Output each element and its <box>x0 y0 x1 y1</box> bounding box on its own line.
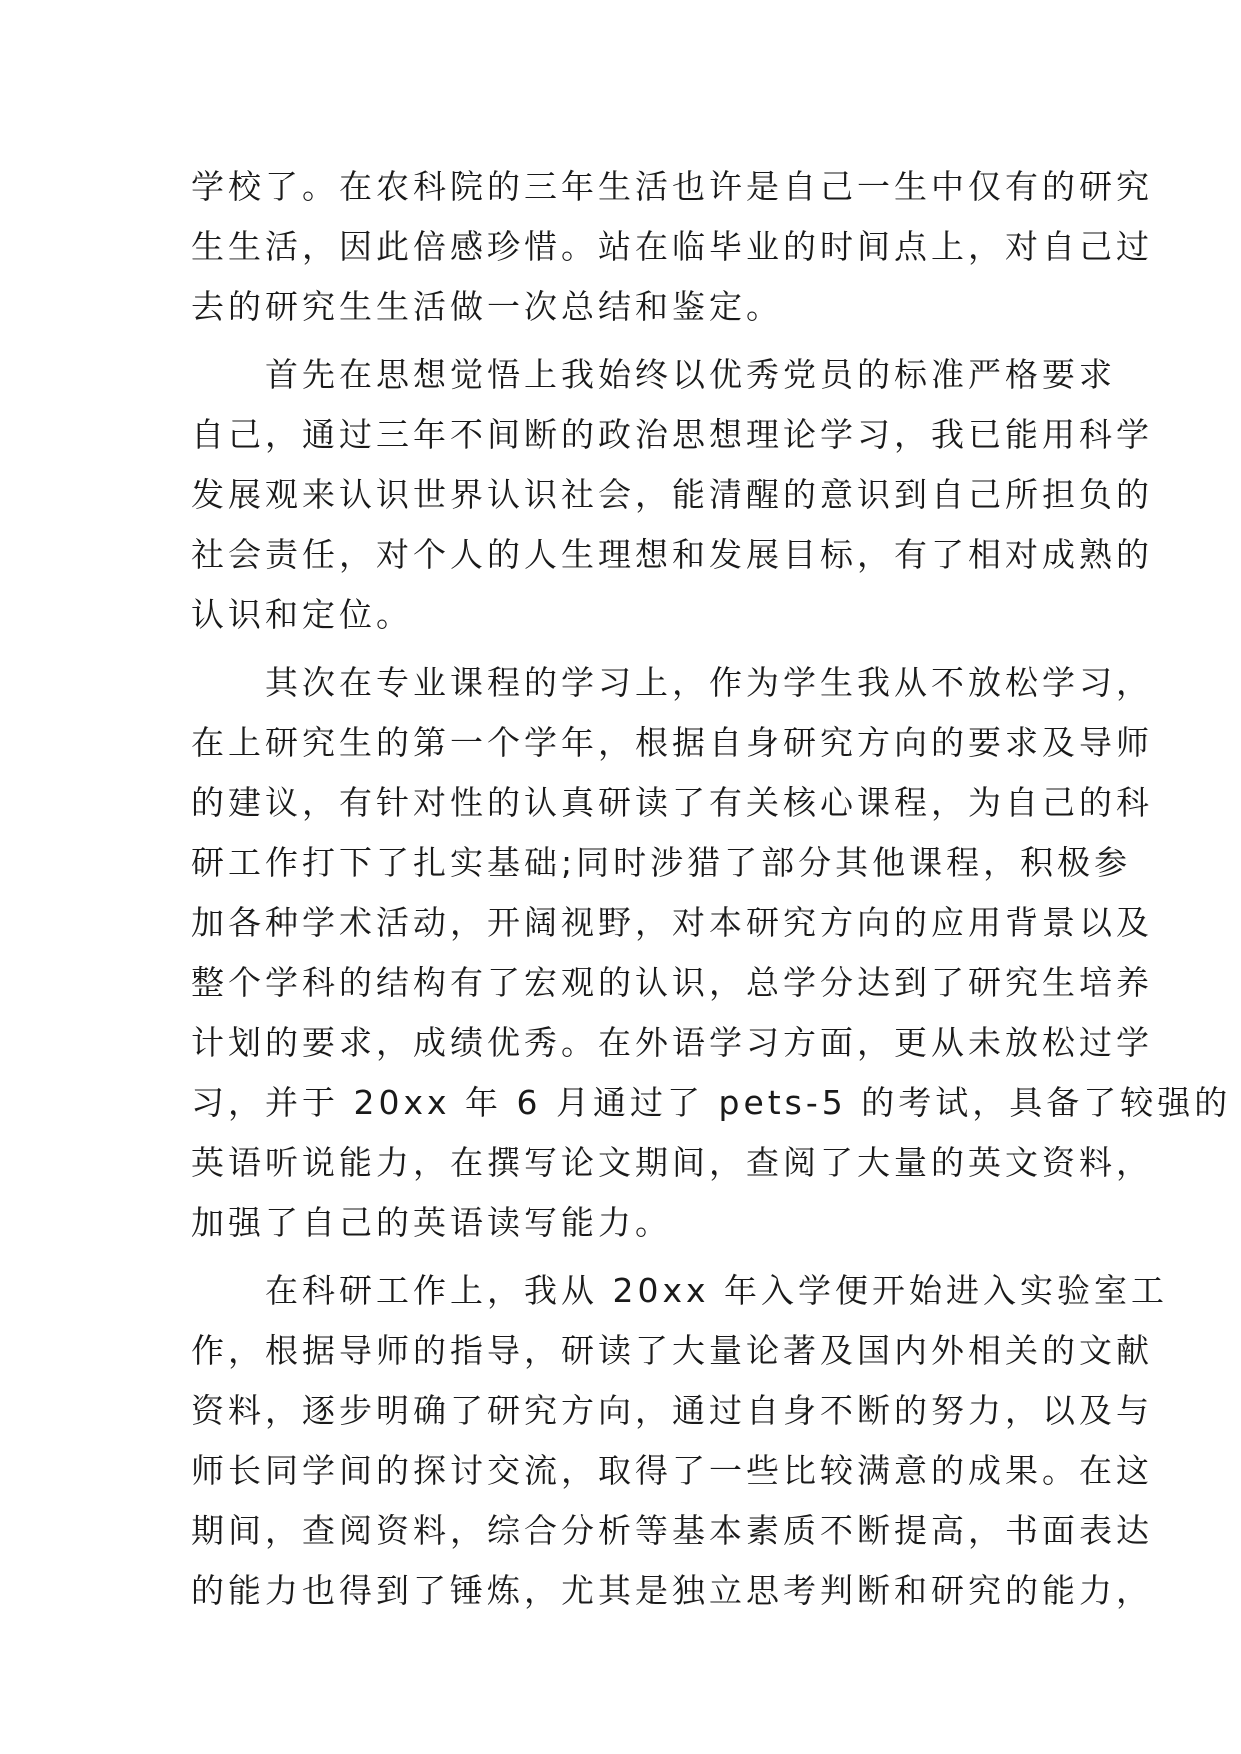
text-line: 去的研究生生活做一次总结和鉴定。 <box>191 287 783 326</box>
text-line: 的能力也得到了锤炼，尤其是独立思考判断和研究的能力， <box>191 1571 1153 1610</box>
paragraph <box>191 157 1153 337</box>
text-line: 社会责任，对个人的人生理想和发展目标，有了相对成熟的 <box>191 535 1153 574</box>
text-line: 发展观来认识世界认识社会，能清醒的意识到自己所担负的 <box>191 475 1153 514</box>
text-line: 师长同学间的探讨交流，取得了一些比较满意的成果。在这 <box>191 1451 1153 1490</box>
text-line: 其次在专业课程的学习上，作为学生我从不放松学习， <box>191 663 1153 702</box>
text-line: 学校了。在农科院的三年生活也许是自己一生中仅有的研究 <box>191 167 1153 206</box>
text-line: 自己，通过三年不间断的政治思想理论学习，我已能用科学 <box>191 415 1153 454</box>
paragraph <box>191 345 1153 645</box>
text-line: 在科研工作上，我从 20xx 年入学便开始进入实验室工 <box>191 1271 1169 1310</box>
text-line: 加各种学术活动，开阔视野，对本研究方向的应用背景以及 <box>191 903 1153 942</box>
text-line: 研工作打下了扎实基础;同时涉猎了部分其他课程，积极参 <box>191 843 1132 882</box>
document-body <box>191 157 1232 1621</box>
text-line: 期间，查阅资料，综合分析等基本素质不断提高，书面表达 <box>191 1511 1153 1550</box>
paragraph <box>191 653 1232 1253</box>
text-line: 资料，逐步明确了研究方向，通过自身不断的努力，以及与 <box>191 1391 1153 1430</box>
text-line: 认识和定位。 <box>191 595 413 634</box>
text-line: 整个学科的结构有了宏观的认识，总学分达到了研究生培养 <box>191 963 1153 1002</box>
text-line: 习，并于 20xx 年 6 月通过了 pets-5 的考试，具备了较强的 <box>191 1083 1232 1122</box>
text-line: 英语听说能力，在撰写论文期间，查阅了大量的英文资料， <box>191 1143 1153 1182</box>
text-line: 首先在思想觉悟上我始终以优秀党员的标准严格要求 <box>191 355 1116 394</box>
text-line: 加强了自己的英语读写能力。 <box>191 1203 672 1242</box>
text-line: 计划的要求，成绩优秀。在外语学习方面，更从未放松过学 <box>191 1023 1153 1062</box>
text-line: 生生活，因此倍感珍惜。站在临毕业的时间点上，对自己过 <box>191 227 1153 266</box>
text-line: 的建议，有针对性的认真研读了有关核心课程，为自己的科 <box>191 783 1153 822</box>
text-line: 作，根据导师的指导，研读了大量论著及国内外相关的文献 <box>191 1331 1153 1370</box>
paragraph <box>191 1261 1169 1621</box>
text-line: 在上研究生的第一个学年，根据自身研究方向的要求及导师 <box>191 723 1153 762</box>
